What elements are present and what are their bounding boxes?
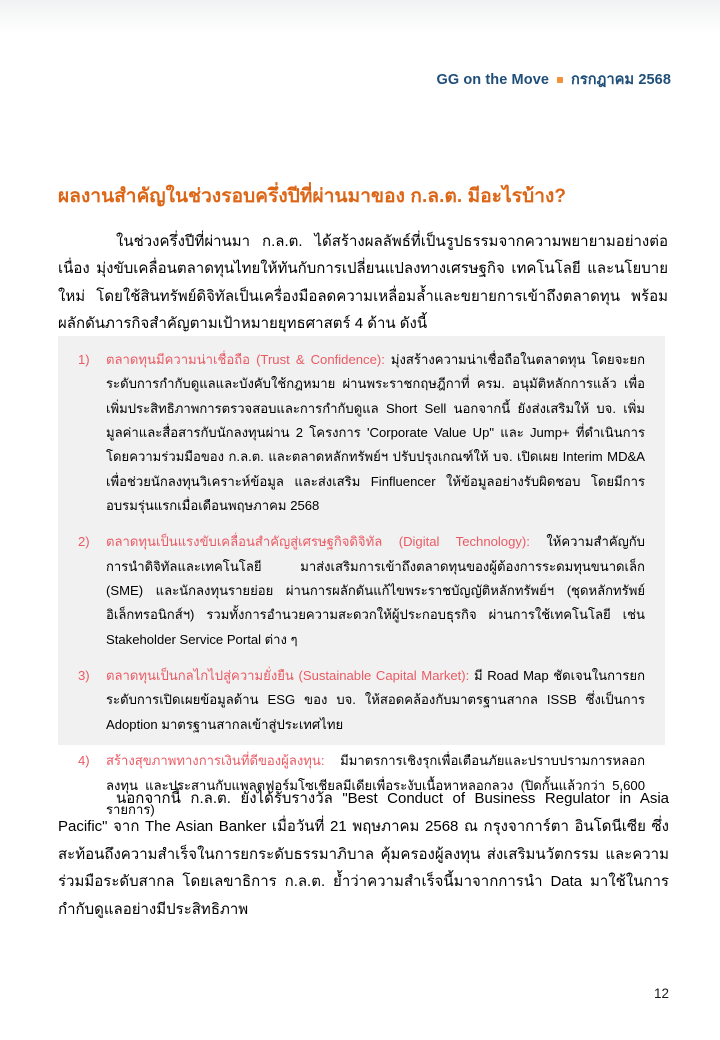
closing-paragraph: นอกจากนี้ ก.ล.ต. ยังได้รับรางวัล "Best Conduct of Business Regulator in Asia Pacific" จาก The Asian Banker เมื่อวันที่ 21 พฤษภาคม 2568 ณ กรุงจาการ์ตา อินโดนีเซีย ซึ่งสะท้อนถึงความสำเร็จในการยกระดับธรรมาภิบาล คุ้มครองผู้ลงทุน ส่งเสริมนวัตกรรม และความร่วมมือระดับสากล โดยเลขาธิการ ก.ล.ต. ย้ำว่าความสำเร็จนี้มาจากการนำ Data มาใช้ในการกำกับดูแลอย่างมีประสิทธิภาพ	[58, 790, 669, 918]
publication-name: GG on the Move	[436, 71, 550, 88]
list-item-marker: 4)	[78, 753, 90, 769]
list-item-marker: 3)	[78, 668, 90, 684]
page-top-gradient	[0, 0, 720, 34]
orange-square-bullet-icon	[557, 77, 563, 83]
list-item	[74, 530, 645, 652]
intro-paragraph: ในช่วงครึ่งปีที่ผ่านมา ก.ล.ต. ได้สร้างผลลัพธ์ที่เป็นรูปธรรมจากความพยายามอย่างต่อเนื่อง มุ่งขับเคลื่อนตลาดทุนไทยให้ทันกับการเปลี่ยนแปลงทางเศรษฐกิจ เทคโนโลยี และนโยบายใหม่ โดยใช้สินทรัพย์ดิจิทัลเป็นเครื่องมือลดความเหลื่อมล้ำและขยายการเข้าถึงตลาดทุน พร้อมผลักดันภารกิจสำคัญตามเป้าหมายยุทธศาสตร์ 4 ด้าน ดังนี้	[58, 233, 668, 332]
list-item-body: ให้ความสำคัญกับการนำดิจิทัลและเทคโนโลยี มาส่งเสริมการเข้าถึงตลาดทุนของผู้ต้องการระดมทุนขนาดเล็ก (SME) และนักลงทุนรายย่อย ผ่านการผลักดันแก้ไขพระราชบัญญัติหลักทรัพย์ฯ (ชุดหลักทรัพย์อิเล็กทรอนิกส์ฯ) รวมทั้งการอำนวยความสะดวกให้ผู้ประกอบธุรกิจ ผ่านการใช้เทคโนโลยี เช่น Stakeholder Service Portal ต่าง ๆ	[106, 534, 645, 647]
list-item-body: มุ่งสร้างความน่าเชื่อถือในตลาดทุน โดยจะยกระดับการกำกับดูแลและบังคับใช้กฎหมาย ผ่านพระราชกฤษฎีกาที่ ครม. อนุมัติหลักการแล้ว เพื่อเพิ่มประสิทธิภาพการตรวจสอบและการกำกับดูแล Short Sell นอกจากนี้ ยังส่งเสริมให้ บจ. เพิ่มมูลค่าและสื่อสารกับนักลงทุนผ่าน 2 โครงการ 'Corporate Value Up" และ Jump+ ที่ดำเนินการโดยความร่วมมือของ ก.ล.ต. และตลาดหลักทรัพย์ฯ ปรับปรุงเกณฑ์ให้ บจ. เปิดเผย Interim MD&A เพื่อช่วยนักลงทุนวิเคราะห์ข้อมูล และส่งเสริม Finfluencer ให้ข้อมูลอย่างรับผิดชอบ โดยมีการอบรมรุ่นแรกเมื่อเดือนพฤษภาคม 2568	[106, 352, 645, 514]
list-item-body: มี Road Map ชัดเจนในการยกระดับการเปิดเผยข้อมูลด้าน ESG ของ บจ. ให้สอดคล้องกับมาตรฐานสากล ISSB ซึ่งเป็นการ Adoption มาตรฐานสากลเข้าสู่ประเทศไทย	[106, 668, 645, 732]
running-header	[436, 68, 671, 91]
list-item-marker: 2)	[78, 534, 90, 550]
page-number: 12	[653, 986, 669, 1001]
strategic-goals-callout	[58, 336, 665, 817]
issue-date: กรกฎาคม 2568	[571, 72, 671, 88]
list-item-marker: 1)	[78, 352, 90, 367]
list-item-heading: ตลาดทุนเป็นแรงขับเคลื่อนสำคัญสู่เศรษฐกิจดิจิทัล (Digital Technology):	[106, 534, 530, 550]
page-title: ผลงานสำคัญในช่วงรอบครึ่งปีที่ผ่านมาของ ก.ล.ต. มีอะไรบ้าง?	[58, 185, 567, 207]
list-item	[74, 664, 645, 737]
list-item-heading: ตลาดทุนเป็นกลไกไปสู่ความยั่งยืน (Sustainable Capital Market):	[106, 668, 470, 684]
list-item	[74, 348, 645, 518]
strategic-goals-list	[74, 348, 645, 822]
list-item-heading: ตลาดทุนมีความน่าเชื่อถือ (Trust & Confidence):	[106, 352, 385, 367]
list-item-body: มีมาตรการเชิงรุกเพื่อเตือนภัยและปราบปรามการหลอกลงทุน และประสานกับแพลตฟอร์มโซเชียลมีเดียเพื่อระงับเนื้อหาหลอกลวง (ปิดกั้นแล้วกว่า 5,600 รายการ)	[106, 753, 645, 817]
list-item-heading: สร้างสุขภาพทางการเงินที่ดีของผู้ลงทุน:	[106, 753, 325, 769]
